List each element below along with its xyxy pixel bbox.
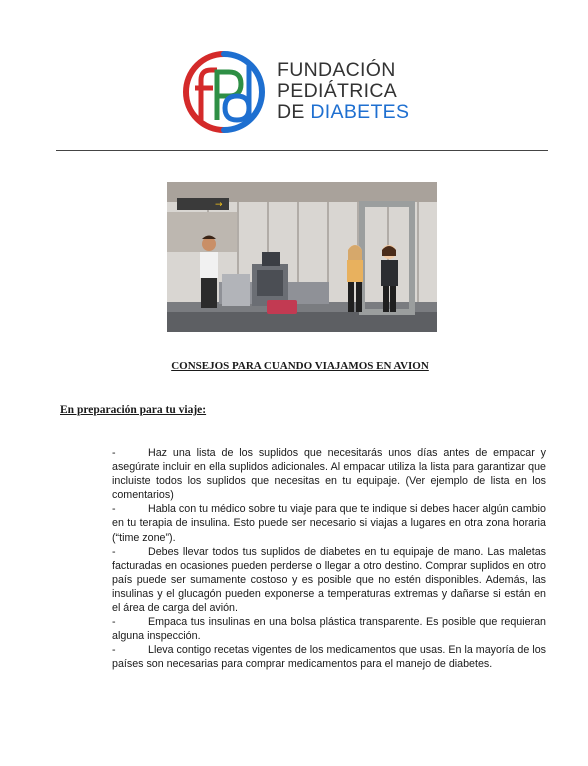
fpd-logo-mark-icon (183, 50, 265, 136)
logo-line-1: FUNDACIÓN (277, 59, 396, 81)
list-item (112, 446, 546, 502)
airport-security-illustration (167, 182, 437, 332)
list-item (112, 502, 546, 544)
logo-line-3 (277, 102, 417, 123)
section-heading: En preparación para tu viaje: (60, 404, 207, 416)
foundation-logo (183, 50, 410, 150)
bullet-dash: - (112, 616, 116, 629)
list-item (112, 643, 546, 671)
bullet-dash: - (112, 545, 116, 558)
bullet-dash: - (112, 447, 116, 459)
list-item (112, 615, 546, 643)
bullet-dash: - (112, 644, 116, 657)
header-divider (56, 150, 548, 151)
list-item (112, 545, 546, 615)
exit-sign-arrow: → (215, 200, 223, 210)
airport-scene-icon (167, 182, 437, 332)
logo-line-2: PEDIÁTRICA (277, 80, 398, 102)
tip-text: Haz una lista de los suplidos que necesitarás unos días antes de empacar y asegúrate incluir en ella suplidos adicionales. Al empacar utiliza la lista para garantizar que incluiste todos los suplidos que necesitas en tu equipaje. (Ver ejemplo de lista en los comentarios) (112, 447, 546, 502)
tip-text: Lleva contigo recetas vigentes de los medicamentos que usas. En la mayoría de los países son necesarias para comprar medicamentos para el manejo de diabetes. (112, 644, 546, 671)
document-title: CONSEJOS PARA CUANDO VIAJAMOS EN AVION (171, 360, 429, 372)
bullet-dash: - (112, 503, 116, 516)
tip-text: Empaca tus insulinas en una bolsa plástica transparente. Es posible que requieran alguna inspección. (112, 616, 546, 643)
tip-text: Habla con tu médico sobre tu viaje para que te indique si debes hacer algún cambio en tu terapia de insulina. Esto puede ser necesario si viajas a lugares en otra zona horaria (“time zone”). (112, 503, 546, 544)
logo-line-3-highlight: DIABETES (310, 101, 410, 123)
logo-wordmark (277, 60, 417, 123)
tip-text: Debes llevar todos tus suplidos de diabetes en tu equipaje de mano. Las maletas facturadas en ocasiones pueden perderse o llegar a otro destino. Comprar suplidos en otro país puede ser sumamente costoso y es posible que no estén disponibles. Además, las insulinas y el glucagón pueden exponerse a temperaturas extremas y dañarse si están en el área de carga del avión. (112, 545, 546, 615)
tips-list (112, 446, 546, 672)
logo-line-3-prefix: DE (277, 101, 311, 123)
